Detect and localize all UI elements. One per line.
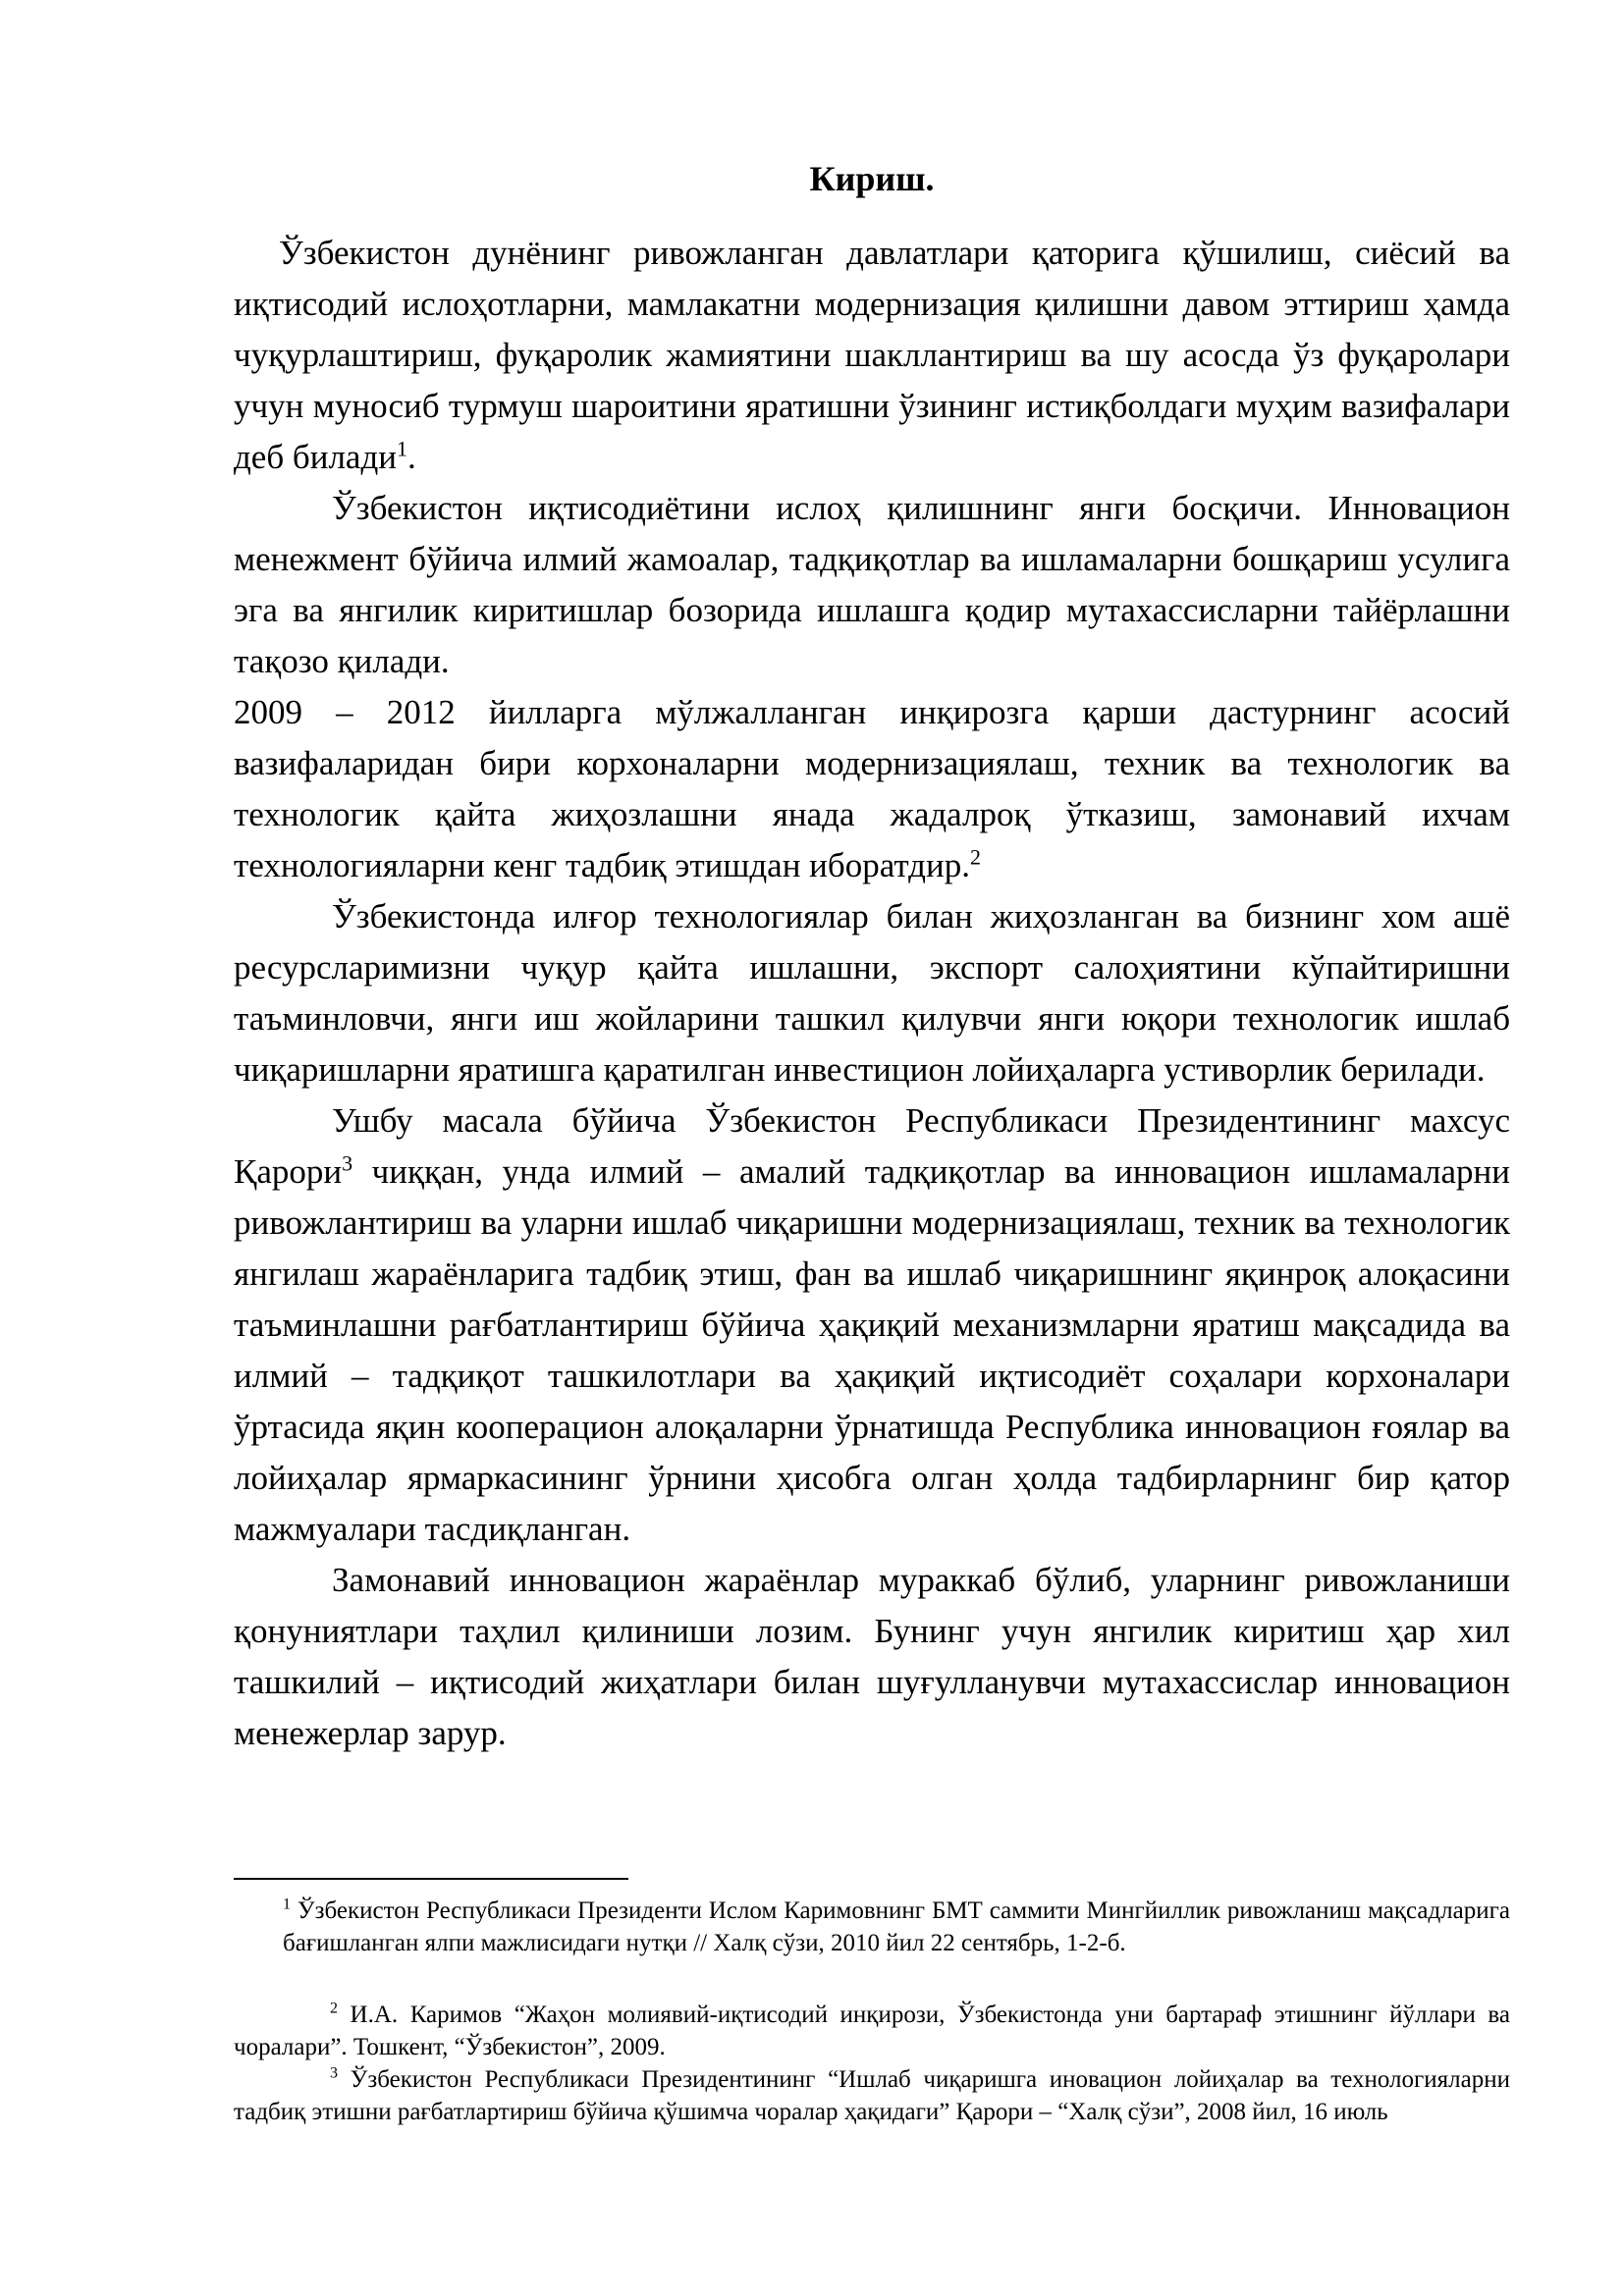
- footnote-2-mark: 2: [330, 2000, 338, 2017]
- paragraph-4-text: Ўзбекистонда илғор технологиялар билан жиҳозланган ва бизнинг хом ашё ресурсларимизни чуқур қайта ишлашни, экспорт салоҳиятини кўпайтиришни таъминловчи, янги иш жойларини ташкил қилувчи янги юқори технологик ишлаб чиқаришларни яратишга қаратилган инвестицион лойиҳаларга устиворлик берилади.: [234, 897, 1510, 1089]
- paragraph-1-text: Ўзбекистон дунёнинг ривожланган давлатлари қаторига қўшилиш, сиёсий ва иқтисодий ислоҳотларни, мамлакатни модернизация қилишни давом эттириш ҳамда чуқурлаштириш, фуқаролик жамиятини шакллантириш ва шу асосда ўз фуқаролари учун муносиб турмуш шароитини яратишни ўзининг истиқболдаги муҳим вазифалари деб билади: [234, 234, 1510, 476]
- paragraph-2: [234, 483, 1510, 687]
- paragraph-5-lead: Ушбу масала бўйича Ўзбекистон Республикаси Президентининг махсус Қарори: [234, 1101, 1510, 1191]
- paragraph-4: [234, 891, 1510, 1095]
- paragraph-5-text: чиққан, унда илмий – амалий тадқиқотлар ва инновацион ишламаларни ривожлантириш ва уларни ишлаб чиқаришни модернизациялаш, техник ва технологик янгилаш жараёнларига тадбиқ этиш, фан ва ишлаб чиқаришнинг яқинроқ алоқасини таъминлашни рағбатлантириш бўйича ҳақиқий механизмларни яратиш мақсадида ва илмий – тадқиқот ташкилотлари ва ҳақиқий иқтисодиёт соҳалари корхоналари ўртасида яқин кооперацион алоқаларни ўрнатишда Республика инновацион ғоялар ва лойиҳалар ярмаркасининг ўрнини ҳисобга олган ҳолда тадбирларнинг бир қатор мажмуалари тасдиқланган.: [234, 1152, 1510, 1548]
- footnote-2: [234, 1999, 1510, 2063]
- footnote-ref-3: 3: [342, 1150, 353, 1176]
- footnote-3: [234, 2063, 1510, 2128]
- paragraph-1: [234, 228, 1510, 483]
- paragraph-2-text: Ўзбекистон иқтисодиётини ислоҳ қилишнинг янги босқичи. Инновацион менежмент бўйича илмий жамоалар, тадқиқотлар ва ишламаларни бошқариш усулига эга ва янгилик киритишлар бозорида ишлашга қодир мутахассисларни тайёрлашни тақозо қилади.: [234, 489, 1510, 680]
- footnote-ref-1: 1: [396, 436, 407, 461]
- footnote-1: [234, 1895, 1510, 1959]
- footnote-1-mark: 1: [283, 1896, 291, 1913]
- paragraph-3: [234, 687, 1510, 891]
- footnote-separator: [234, 1878, 628, 1880]
- document-body: [234, 228, 1510, 1759]
- footnote-1-text: Ўзбекистон Республикаси Президенти Ислом Каримовнинг БМТ саммити Мингйиллик ривожланиш мақсадларига бағишланган ялпи мажлисидаги нутқи // Халқ сўзи, 2010 йил 22 сентябрь, 1-2-б.: [283, 1897, 1510, 1956]
- paragraph-1-tail: .: [406, 438, 416, 476]
- footnote-3-text: Ўзбекистон Республикаси Президентининг “Ишлаб чиқаришга иновацион лойиҳалар ва технологияларни тадбиқ этишни рағбатлартириш бўйича қўшимча чоралар ҳақидаги” Қарори – “Халқ сўзи”, 2008 йил, 16 июль: [234, 2066, 1510, 2125]
- paragraph-6-text: Замонавий инновацион жараёнлар мураккаб бўлиб, уларнинг ривожланиши қонуниятлари таҳлил қилиниши лозим. Бунинг учун янгилик киритиш ҳар хил ташкилий – иқтисодий жиҳатлари билан шуғулланувчи мутахассислар инновацион менежерлар зарур.: [234, 1561, 1510, 1752]
- paragraph-6: [234, 1555, 1510, 1759]
- footnote-2-text: И.А. Каримов “Жаҳон молиявий-иқтисодий инқирози, Ўзбекистонда уни бартараф этишнинг йўллари ва чоралари”. Тошкент, “Ўзбекистон”, 2009.: [234, 2002, 1510, 2060]
- footnote-ref-2: 2: [969, 844, 981, 870]
- footnotes: [234, 1895, 1510, 2128]
- paragraph-5: [234, 1095, 1510, 1555]
- paragraph-3-text: 2009 – 2012 йилларга мўлжалланган инқирозга қарши дастурнинг асосий вазифаларидан бири корхоналарни модернизациялаш, техник ва технологик ва технологик қайта жиҳозлашни янада жадалроқ ўтказиш, замонавий ихчам технологияларни кенг тадбиқ этишдан иборатдир.: [234, 693, 1510, 884]
- document-title: Кириш.: [809, 159, 935, 198]
- footnote-3-mark: 3: [330, 2064, 338, 2082]
